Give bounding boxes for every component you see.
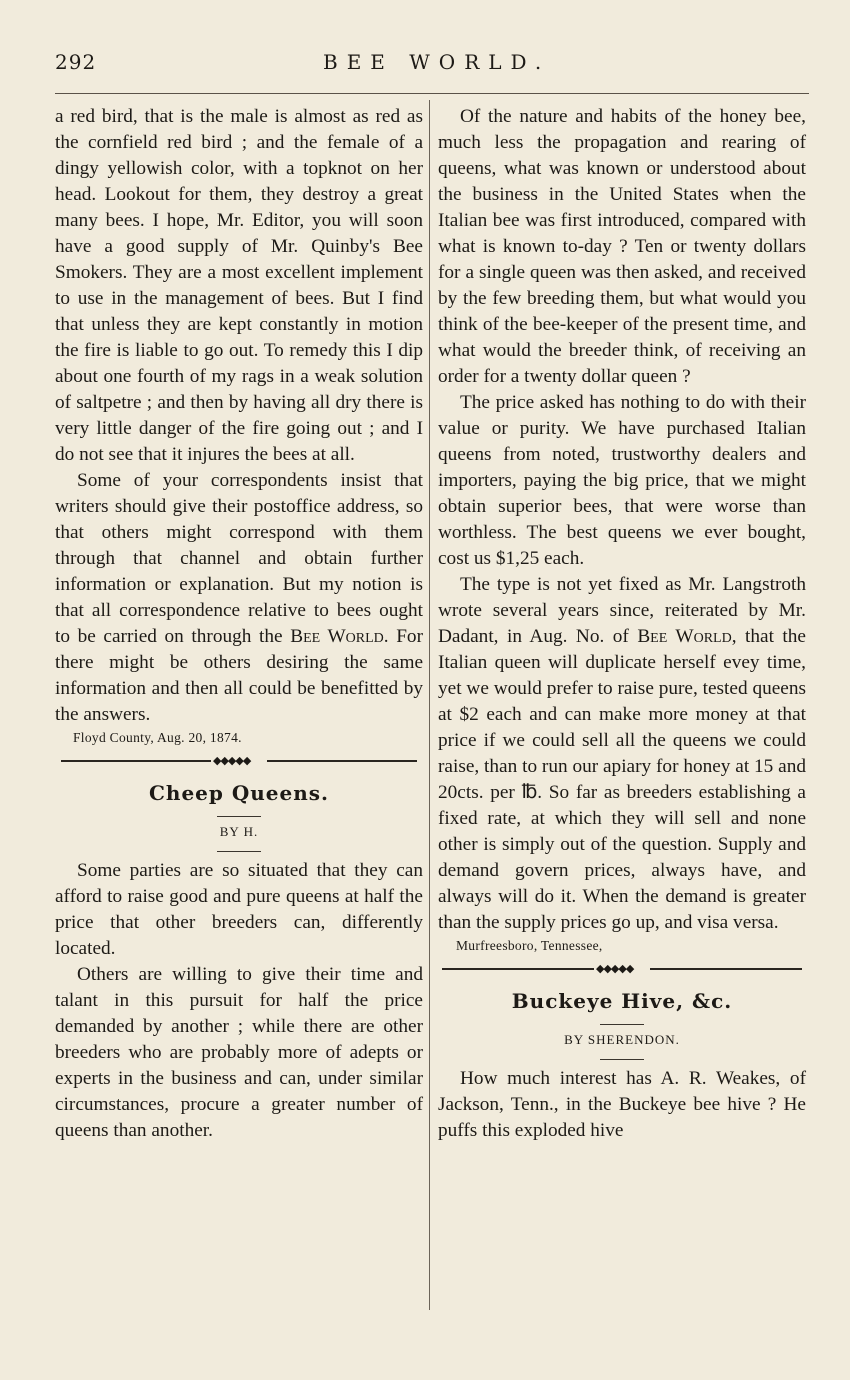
- paragraph: Others are willing to give their time and talant in this pursuit for half the price demanded by another ; while there are other breeders who are probably more of adepts or experts in the business and can, under similar circumstances, procure a greater number of queens than another.: [55, 964, 423, 1141]
- paragraph: How much interest has A. R. Weakes, of Jackson, Tenn., in the Buckeye bee hive ? He puffs this exploded hive: [438, 1068, 806, 1141]
- paragraph: [55, 468, 423, 728]
- column-divider: [429, 100, 430, 1310]
- signature-line: Murfreesboro, Tennessee,: [456, 938, 603, 953]
- journal-reference: Bee World,: [637, 626, 737, 647]
- article-byline: BY H.: [219, 824, 259, 839]
- paragraph: Some parties are so situated that they can afford to raise good and pure queens at half the price that other breeders can, differently located.: [55, 860, 423, 959]
- left-column: [55, 104, 423, 1144]
- ornamental-rule: [438, 962, 806, 976]
- ornament-icon: ◆◆◆◆◆: [213, 754, 251, 767]
- rule-line-right: [650, 968, 802, 970]
- journal-name: BEE WORLD.: [323, 50, 551, 74]
- article-title: Cheep Queens.: [148, 781, 330, 805]
- title-rule: [600, 1024, 644, 1025]
- paragraph: The price asked has nothing to do with their value or purity. We have purchased Italian queens from noted, trustworthy dealers and importers, paying the big price, that we might obtain superior bees, that were worse than worthless. The best queens we ever bought, cost us $1,25 each.: [438, 392, 806, 569]
- byline-rule: [217, 851, 261, 852]
- article-byline: BY SHERENDON.: [564, 1032, 680, 1047]
- byline-rule: [600, 1059, 644, 1060]
- paragraph-text: that the Italian queen will duplicate herself evey time, yet we would prefer to raise pure, tested queens at $2 each and can make more money at that price if we could sell all the queens we could raise, than to run our apiary for honey at 15 and 20cts. per ℔. So far as breeders establishing a fixed rate, at which they will sell and none other is simply out of the question. Supply and demand govern prices, always have, and always will do it. When the demand is greater than the supply prices go up, and visa versa.: [438, 626, 806, 933]
- paragraph: Of the nature and habits of the honey bee, much less the propagation and rearing of queens, what was known or understood about the business in the United States when the Italian bee was first introduced, compared with what is known to-day ? Ten or twenty dollars for a single queen was then asked, and received by the few breeding them, but what would you think of the bee-keeper of the present time, and what would the breeder think, of receiving an order for a twenty dollar queen ?: [438, 106, 806, 387]
- paragraph-text: For there might be others desiring the same information and then all could be benefitted by the answers.: [55, 626, 423, 725]
- paragraph: a red bird, that is the male is almost as red as the cornfield red bird ; and the female of a dingy yellowish color, with a topknot on her head. Lookout for them, they destroy a great many bees. I hope, Mr. Editor, you will soon have a good supply of Mr. Quinby's Bee Smokers. They are a most excellent implement to use in the management of bees. But I find that unless they are kept constantly in motion the fire is liable to go out. To remedy this I dip about one fourth of my rags in a weak solution of saltpetre ; and then by having all dry there is very little danger of the fire going out ; and I do not see that it injures the bees at all.: [55, 106, 423, 465]
- paragraph-text: Some of your correspondents insist that writers should give their postoffice address, so that others might correspond with them through that channel and obtain further information or explanation. But my notion is that all correspondence relative to bees ought to be carried on through the: [55, 470, 423, 647]
- rule-line-left: [61, 760, 211, 762]
- journal-reference: Bee World.: [290, 626, 389, 647]
- article-title: Buckeye Hive, &c.: [511, 989, 733, 1013]
- rule-line-left: [442, 968, 594, 970]
- paragraph-text: The type is not yet fixed as Mr. Langstroth wrote several years since, reiterated by Mr. Dadant, in Aug. No. of: [438, 574, 806, 647]
- paragraph: [438, 572, 806, 936]
- ornamental-rule: [55, 754, 423, 768]
- ornament-icon: ◆◆◆◆◆: [596, 962, 634, 975]
- header-rule: [55, 93, 809, 94]
- signature-line: Floyd County, Aug. 20, 1874.: [73, 730, 242, 745]
- running-head: [55, 50, 807, 80]
- right-column: [438, 104, 806, 1144]
- title-rule: [217, 816, 261, 817]
- page-number: 292: [55, 50, 97, 74]
- rule-line-right: [267, 760, 417, 762]
